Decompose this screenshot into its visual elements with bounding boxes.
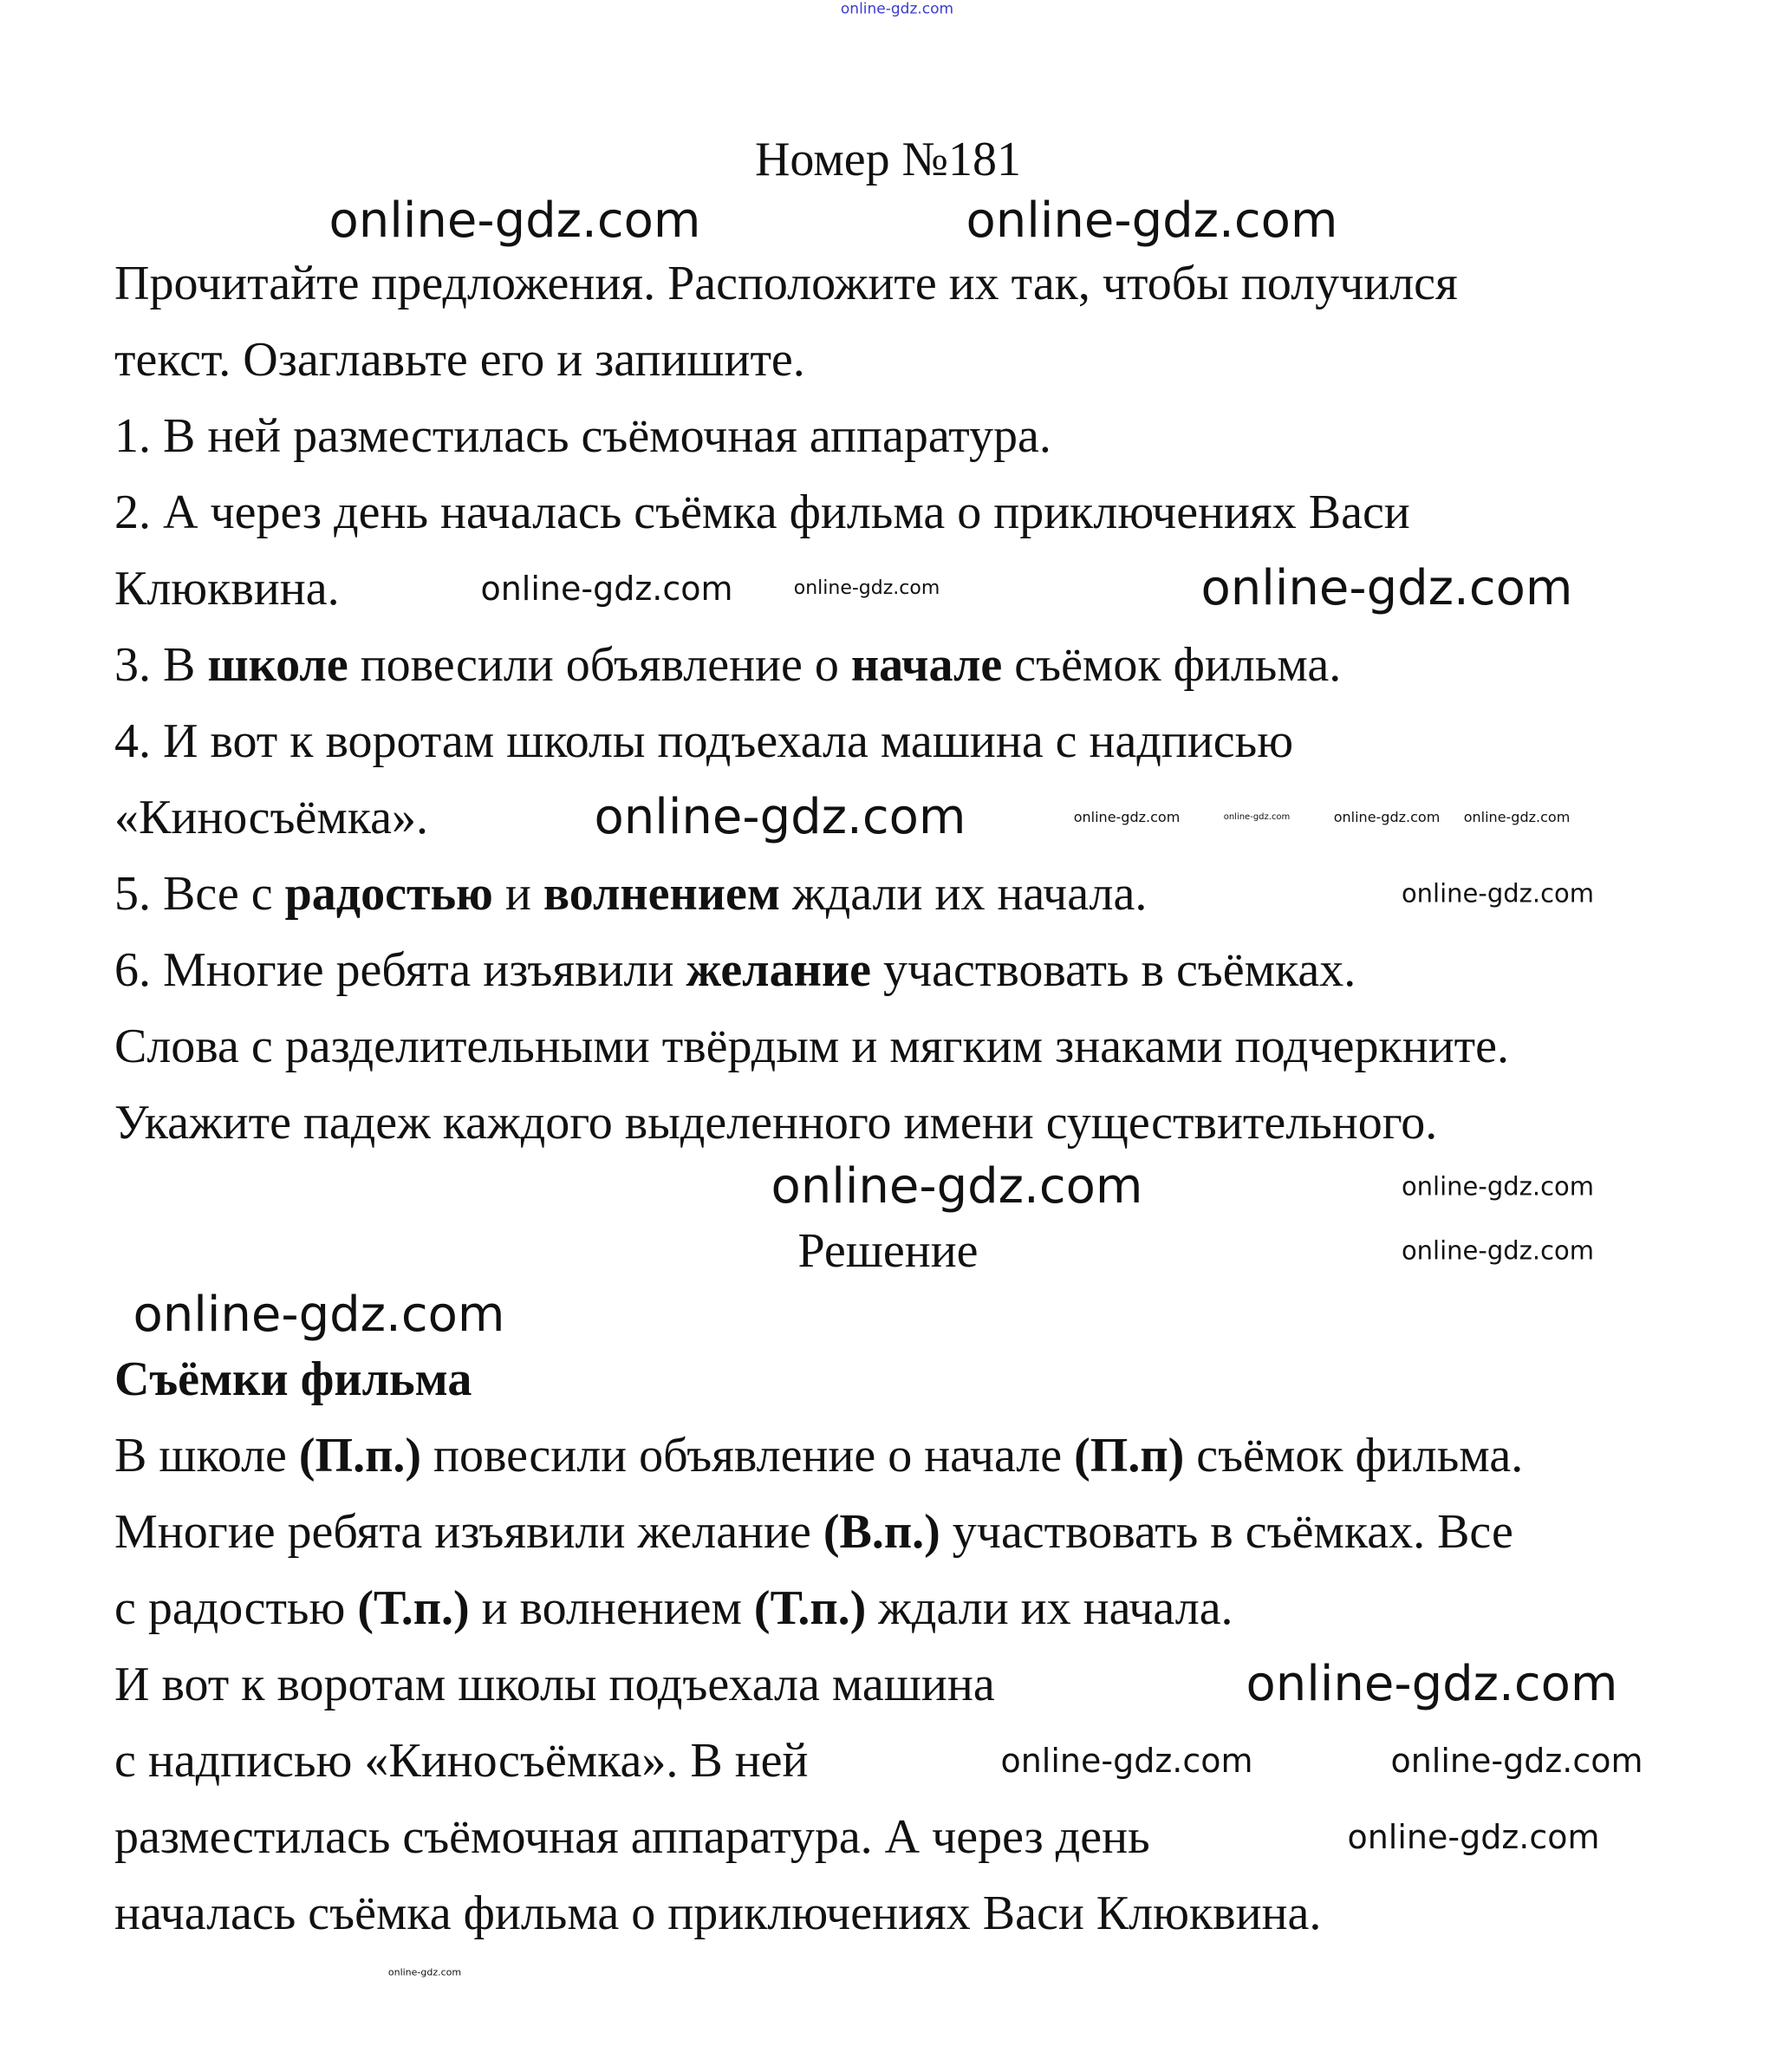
text: и <box>492 867 543 921</box>
watermark: online-gdz.com <box>1463 809 1571 825</box>
watermark: online-gdz.com <box>1073 809 1181 825</box>
watermark: online-gdz.com <box>1401 1235 1595 1266</box>
page-title: Номер №181 <box>754 133 1022 186</box>
solution-line: И вот к воротам школы подъехала машина <box>114 1658 995 1711</box>
sentence-6 <box>114 942 1356 998</box>
highlighted-noun: школе <box>207 638 348 692</box>
sentence-1: 1. В ней разместилась съёмочная аппаратура. <box>114 409 1051 463</box>
case-label: (Т.п.) <box>753 1581 867 1635</box>
text: с радостью <box>114 1581 358 1635</box>
text: Многие ребята изъявили желание <box>114 1505 823 1559</box>
solution-line <box>114 1504 1513 1560</box>
text: и волнением <box>469 1581 754 1635</box>
task-text: Прочитайте предложения. Расположите их так, чтобы получился <box>114 257 1458 310</box>
highlighted-noun: волнением <box>543 867 781 921</box>
solution-line: разместилась съёмочная аппаратура. А через день <box>114 1810 1150 1864</box>
watermark: online-gdz.com <box>1390 1742 1643 1780</box>
text: ждали их начала. <box>780 867 1148 921</box>
case-label: (П.п) <box>1074 1429 1185 1482</box>
watermark: online-gdz.com <box>1000 1742 1253 1780</box>
text: съёмок фильма. <box>1002 638 1342 692</box>
case-label: (П.п.) <box>298 1429 422 1482</box>
sentence-5 <box>114 866 1147 922</box>
watermark: online-gdz.com <box>133 1287 505 1343</box>
sentence-2: 2. А через день началась съёмка фильма о приключениях Васи <box>114 485 1410 539</box>
watermark: online-gdz.com <box>387 1966 462 1978</box>
highlighted-noun: начале <box>850 638 1003 692</box>
task-text: текст. Озаглавьте его и запишите. <box>114 333 805 387</box>
watermark: online-gdz.com <box>1246 1656 1618 1712</box>
watermark: online-gdz.com <box>1401 878 1595 909</box>
solution-title: Съёмки фильма <box>114 1352 472 1406</box>
solution-line <box>114 1428 1523 1483</box>
watermark: online-gdz.com <box>966 192 1338 249</box>
watermark: online-gdz.com <box>329 192 701 249</box>
text: участвовать в съёмках. Все <box>940 1505 1513 1559</box>
text: участвовать в съёмках. <box>870 943 1356 997</box>
highlighted-noun: желание <box>686 943 871 997</box>
watermark: online-gdz.com <box>771 1158 1143 1215</box>
text: ждали их начала. <box>866 1581 1233 1635</box>
watermark: online-gdz.com <box>594 789 966 845</box>
text: повесили объявление о начале <box>421 1429 1075 1482</box>
text: 5. Все с <box>114 867 285 921</box>
highlighted-noun: радостью <box>284 867 493 921</box>
text: 3. В <box>114 638 208 692</box>
sentence-4-cont: «Киносъёмка». <box>114 791 429 844</box>
watermark: online-gdz.com <box>1347 1818 1600 1856</box>
instruction: Слова с разделительными твёрдым и мягким знаками подчеркните. <box>114 1020 1509 1073</box>
watermark: online-gdz.com <box>793 577 940 599</box>
text: съёмок фильма. <box>1184 1429 1524 1482</box>
watermark: online-gdz.com <box>1200 560 1573 616</box>
solution-line: началась съёмка фильма о приключениях Васи Клюквина. <box>114 1886 1322 1940</box>
sentence-4: 4. И вот к воротам школы подъехала машина с надписью <box>114 714 1294 768</box>
watermark: online-gdz.com <box>1333 809 1441 825</box>
solution-line <box>114 1580 1233 1636</box>
solution-line: с надписью «Киносъёмка». В ней <box>114 1734 809 1788</box>
instruction: Укажите падеж каждого выделенного имени существительного. <box>114 1096 1438 1150</box>
text: 6. Многие ребята изъявили <box>114 943 686 997</box>
sentence-2-cont: Клюквина. <box>114 562 340 616</box>
watermark: online-gdz.com <box>1223 812 1291 822</box>
sentence-3 <box>114 637 1341 693</box>
text: В школе <box>114 1429 299 1482</box>
case-label: (Т.п.) <box>357 1581 470 1635</box>
text: повесили объявление о <box>348 638 851 692</box>
watermark: online-gdz.com <box>480 570 733 608</box>
solution-heading: Решение <box>797 1224 979 1278</box>
watermark: online-gdz.com <box>840 0 954 18</box>
watermark: online-gdz.com <box>1401 1171 1595 1202</box>
case-label: (В.п.) <box>823 1505 940 1559</box>
